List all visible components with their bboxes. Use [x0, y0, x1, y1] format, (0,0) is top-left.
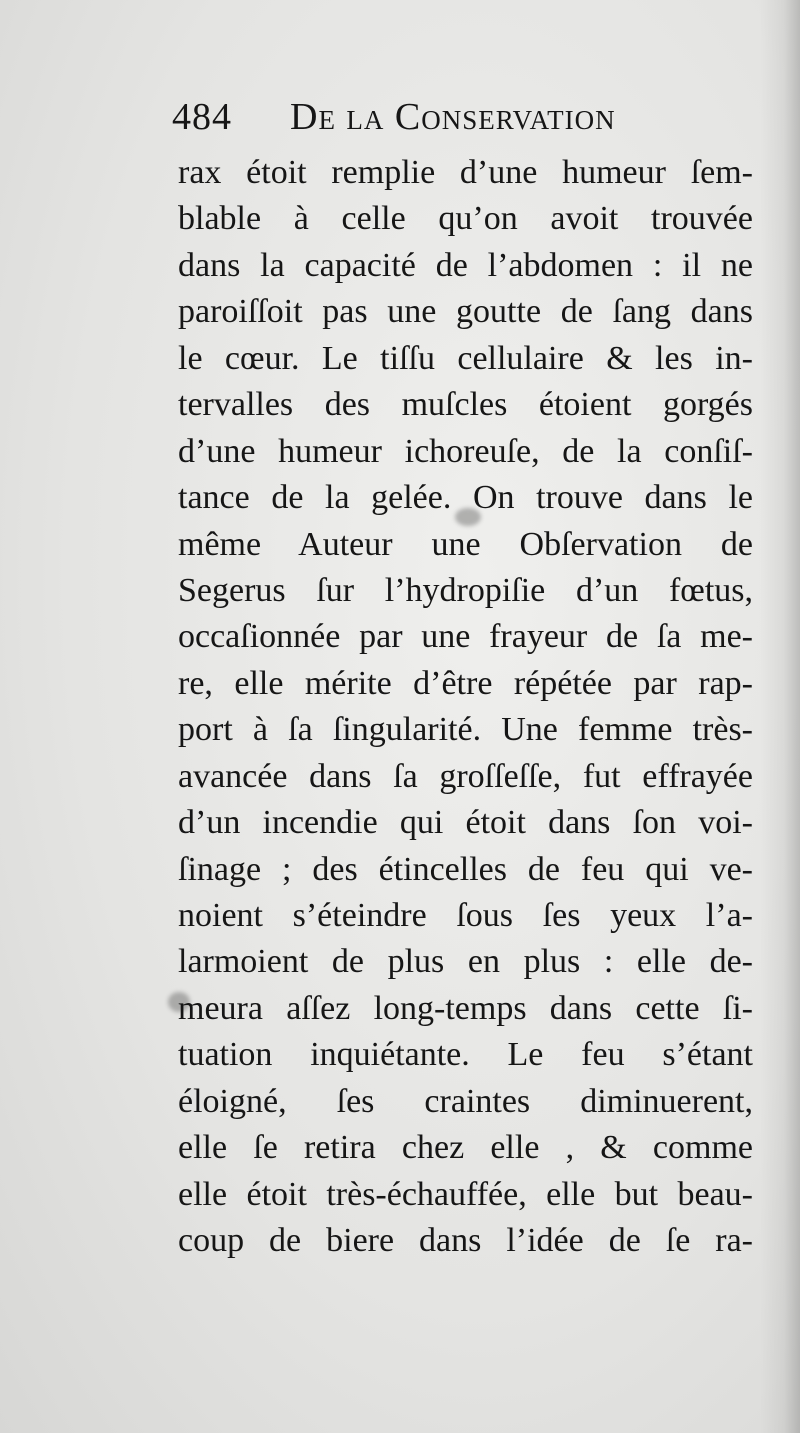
text-line: le cœur. Le tiſſu cellulaire & les in- [178, 339, 753, 377]
text-line: d’une humeur ichoreuſe, de la conſiſ- [178, 432, 753, 470]
text-line: paroiſſoit pas une goutte de ſang dans [178, 293, 753, 331]
text-line: même Auteur une Obſervation de [178, 525, 753, 563]
text-line: elle ſe retira chez elle , & comme [178, 1129, 753, 1167]
text-line: tervalles des muſcles étoient gorgés [178, 386, 753, 424]
page-number: 484 [172, 96, 232, 138]
text-line: dans la capacité de l’abdomen : il ne [178, 246, 753, 284]
text-line: elle étoit très-échauffée, elle but beau- [178, 1175, 753, 1213]
text-line: tance de la gelée. On trouve dans le [178, 479, 753, 517]
text-line: occaſionnée par une frayeur de ſa me- [178, 618, 753, 656]
text-line: re, elle mérite d’être répétée par rap- [178, 664, 753, 702]
text-line: avancée dans ſa groſſeſſe, fut effrayée [178, 757, 753, 795]
text-line: rax étoit remplie d’une humeur ſem- [178, 154, 753, 191]
text-line: noient s’éteindre ſous ſes yeux l’a- [178, 897, 753, 934]
text-line: meura aſſez long-temps dans cette ſi- [178, 989, 753, 1027]
text-line: éloigné, ſes craintes diminuerent, [178, 1082, 753, 1120]
body-text [178, 150, 753, 1265]
text-line: larmoient de plus en plus : elle de- [178, 943, 753, 981]
text-line: blable à celle qu’on avoit trouvée [178, 200, 753, 238]
text-line: port à ſa ſingularité. Une femme très- [178, 711, 753, 749]
text-line: tuation inquiétante. Le feu s’étant [178, 1036, 753, 1074]
text-line: d’un incendie qui étoit dans ſon voi- [178, 804, 753, 842]
running-header [172, 92, 692, 142]
running-title: De la Conservation [290, 96, 616, 138]
text-line: Segerus ſur l’hydropiſie d’un fœtus, [178, 571, 753, 609]
page-gutter-shadow [760, 0, 800, 1433]
text-line: coup de biere dans l’idée de ſe ra- [178, 1222, 753, 1260]
text-line: ſinage ; des étincelles de feu qui ve- [178, 850, 753, 888]
